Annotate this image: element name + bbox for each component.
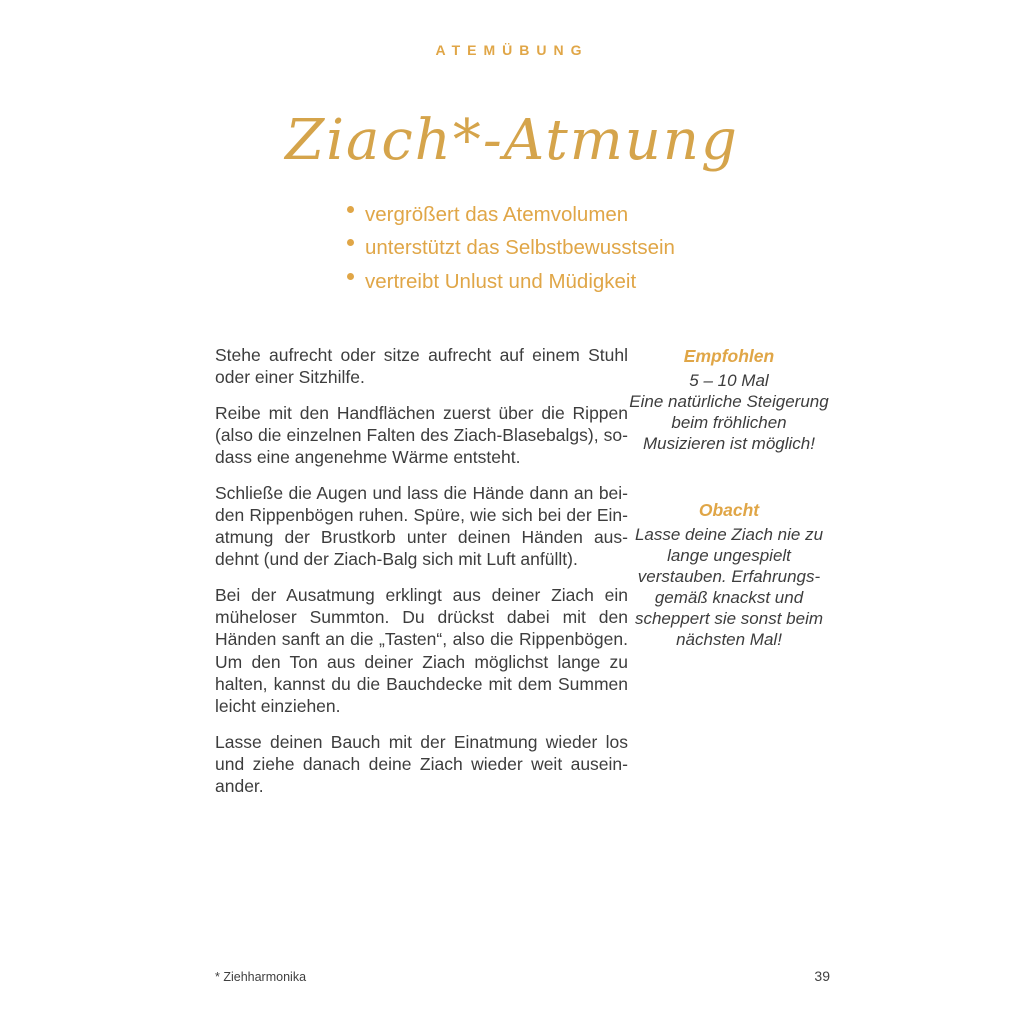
sidebar-block-caution (628, 500, 830, 650)
body-paragraph: Bei der Ausatmung erklingt aus deiner Ziach ein müheloser Summton. Du drückst dabei mit den Händen sanft an die „Tasten“, also die Rippenbögen. Um den Ton aus deiner Ziach möglichst lange zu halten, kannst du die Bauchdecke mit dem Summen leicht einziehen. (215, 584, 628, 717)
benefit-text: vergrößert das Atemvolumen (365, 202, 629, 226)
benefit-list (347, 198, 1024, 299)
benefit-item (347, 198, 1024, 232)
sidebar-block-recommended (628, 346, 830, 454)
body-paragraph: Reibe mit den Handflächen zuerst über die Rippen (also die einzelnen Falten des Ziach-Blasebalgs), sodass eine angenehme Wärme entsteht. (215, 402, 628, 468)
footnote: * Ziehharmonika (215, 970, 307, 984)
benefit-text: vertreibt Unlust und Müdigkeit (365, 269, 637, 293)
sidebar (628, 344, 830, 810)
benefit-text: unterstützt das Selbstbewusstsein (365, 236, 675, 260)
sidebar-heading-empfohlen: Empfohlen (683, 346, 775, 367)
benefit-item (347, 231, 1024, 265)
benefit-item (347, 265, 1024, 299)
bullet-icon (347, 239, 354, 246)
bullet-icon (347, 206, 354, 213)
recommended-amount: 5 – 10 Mal (689, 371, 769, 391)
section-label: ATEMÜBUNG (435, 42, 589, 58)
page-title: Ziach*-Atmung (285, 108, 739, 173)
bullet-icon (347, 273, 354, 280)
caution-note: Lasse deine Ziach nie zu lange ungespielt verstauben. Erfahrungsgemäß knackst und scheppert sie sonst beim nächsten Mal! (634, 525, 824, 650)
page-footer (215, 968, 830, 984)
page-number: 39 (814, 968, 830, 984)
body-paragraph: Stehe aufrecht oder sitze aufrecht auf einem Stuhl oder einer Sitzhilfe. (215, 345, 628, 388)
instruction-text (215, 344, 628, 810)
body-paragraph: Schließe die Augen und lass die Hände dann an beiden Rippenbögen ruhen. Spüre, wie sich bei der Einatmung der Brustkorb unter deinen Händen ausdehnt (und der Ziach-Balg sich mit Luft anfüllt). (215, 482, 628, 570)
recommended-note: Eine natürliche Steigerung beim fröhlichen Musizieren ist möglich! (629, 392, 829, 454)
content-columns (215, 344, 830, 810)
sidebar-heading-obacht: Obacht (698, 500, 760, 521)
body-paragraph: Lasse deinen Bauch mit der Einatmung wieder los und ziehe danach deine Ziach wieder weit auseinander. (215, 731, 628, 797)
